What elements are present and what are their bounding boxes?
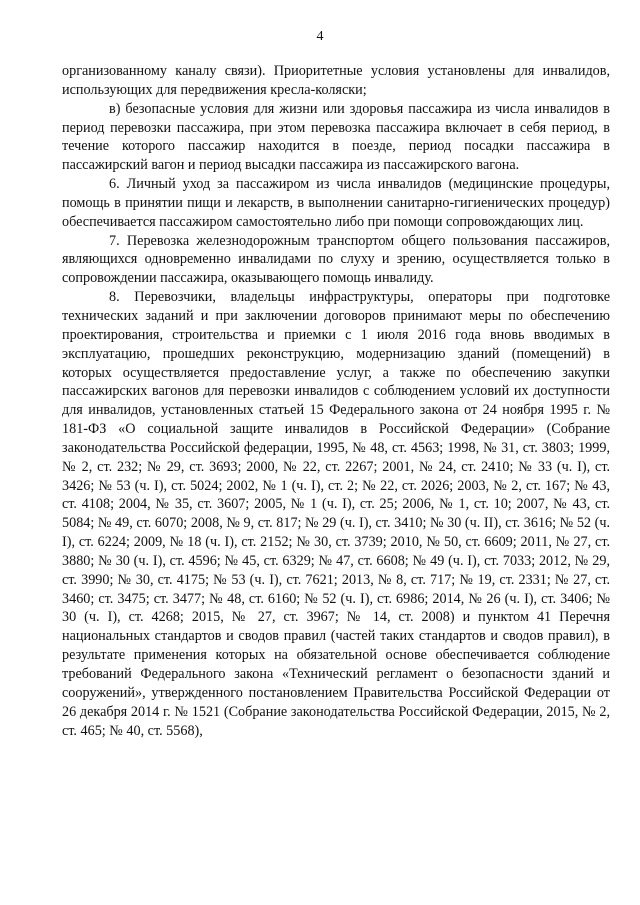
- document-body: [62, 62, 610, 740]
- paragraph-8: 8. Перевозчики, владельцы инфраструктуры, операторы при подготовке технических заданий и при заключении договоров принимают меры по обеспечению проектирования, строительства и приемки с 1 июля 2016 года вновь вводимых в эксплуатацию, прошедших реконструкцию, модернизацию зданий (помещений) в которых осуществляется предоставление услуг, а также по обеспечению закупки пассажирских вагонов для перевозки инвалидов с соблюдением условий их доступности для инвалидов, установленных статьей 15 Федерального закона от 24 ноября 1995 г. № 181-ФЗ «О социальной защите инвалидов в Российской Федерации» (Собрание законодательства Российской федерации, 1995, № 48, ст. 4563; 1998, № 31, ст. 3803; 1999, № 2, ст. 232; № 29, ст. 3693; 2000, № 22, ст. 2267; 2001, № 24, ст. 2410; № 33 (ч. I), ст. 3426; № 53 (ч. I), ст. 5024; 2002, № 1 (ч. I), ст. 2; № 22, ст. 2026; 2003, № 2, ст. 167; № 43, ст. 4108; 2004, № 35, ст. 3607; 2005, № 1 (ч. I), ст. 25; 2006, № 1, ст. 10; 2007, № 43, ст. 5084; № 49, ст. 6070; 2008, № 9, ст. 817; № 29 (ч. I), ст. 3410; № 30 (ч. II), ст. 3616; № 52 (ч. I), ст. 6224; 2009, № 18 (ч. I), ст. 2152; № 30, ст. 3739; 2010, № 50, ст. 6609; 2011, № 27, ст. 3880; № 30 (ч. I), ст. 4596; № 45, ст. 6329; № 47, ст. 6608; № 49 (ч. I), ст. 7033; 2012, № 29, ст. 3990; № 30, ст. 4175; № 53 (ч. I), ст. 7621; 2013, № 8, ст. 717; № 19, ст. 2331; № 27, ст. 3460; ст. 3475; ст. 3477; № 48, ст. 6160; № 52 (ч. I), ст. 6986; 2014, № 26 (ч. I), ст. 3406; № 30 (ч. I), ст. 4268; 2015, № 27, ст. 3967; № 14, ст. 2008) и пунктом 41 Перечня национальных стандартов и сводов правил (частей таких стандартов и сводов правил), в результате применения которых на обязательной основе обеспечивается соблюдение требований Федерального закона «Технический регламент о безопасности зданий и сооружений», утвержденного постановлением Правительства Российской Федерации от 26 декабря 2014 г. № 1521 (Собрание законодательства Российской Федерации, 2015, № 2, ст. 465; № 40, ст. 5568),: [62, 289, 610, 739]
- paragraph-7: 7. Перевозка железнодорожным транспортом общего пользования пассажиров, являющихся одновременно инвалидами по слуху и зрению, осуществляется только в сопровождении пассажира, оказывающего помощь инвалиду.: [62, 232, 610, 287]
- page-number: 4: [316, 29, 324, 44]
- paragraph-6: 6. Личный уход за пассажиром из числа инвалидов (медицинские процедуры, помощь в принятии пищи и лекарств, в выполнении санитарно-гигиенических процедур) обеспечивается пассажиром самостоятельно либо при помощи сопровождающих лиц.: [62, 176, 610, 230]
- paragraph-continuation: организованному каналу связи). Приоритетные условия установлены для инвалидов, использующих для передвижения кресла-коляски;: [62, 63, 610, 98]
- paragraph-item-v: в) безопасные условия для жизни или здоровья пассажира из числа инвалидов в период перевозки пассажира, при этом перевозка пассажира включает в себя период, в течение которого пассажир находится в поезде, период посадки пассажира в пассажирский вагон и период высадки пассажира из пассажирского вагона.: [62, 100, 610, 174]
